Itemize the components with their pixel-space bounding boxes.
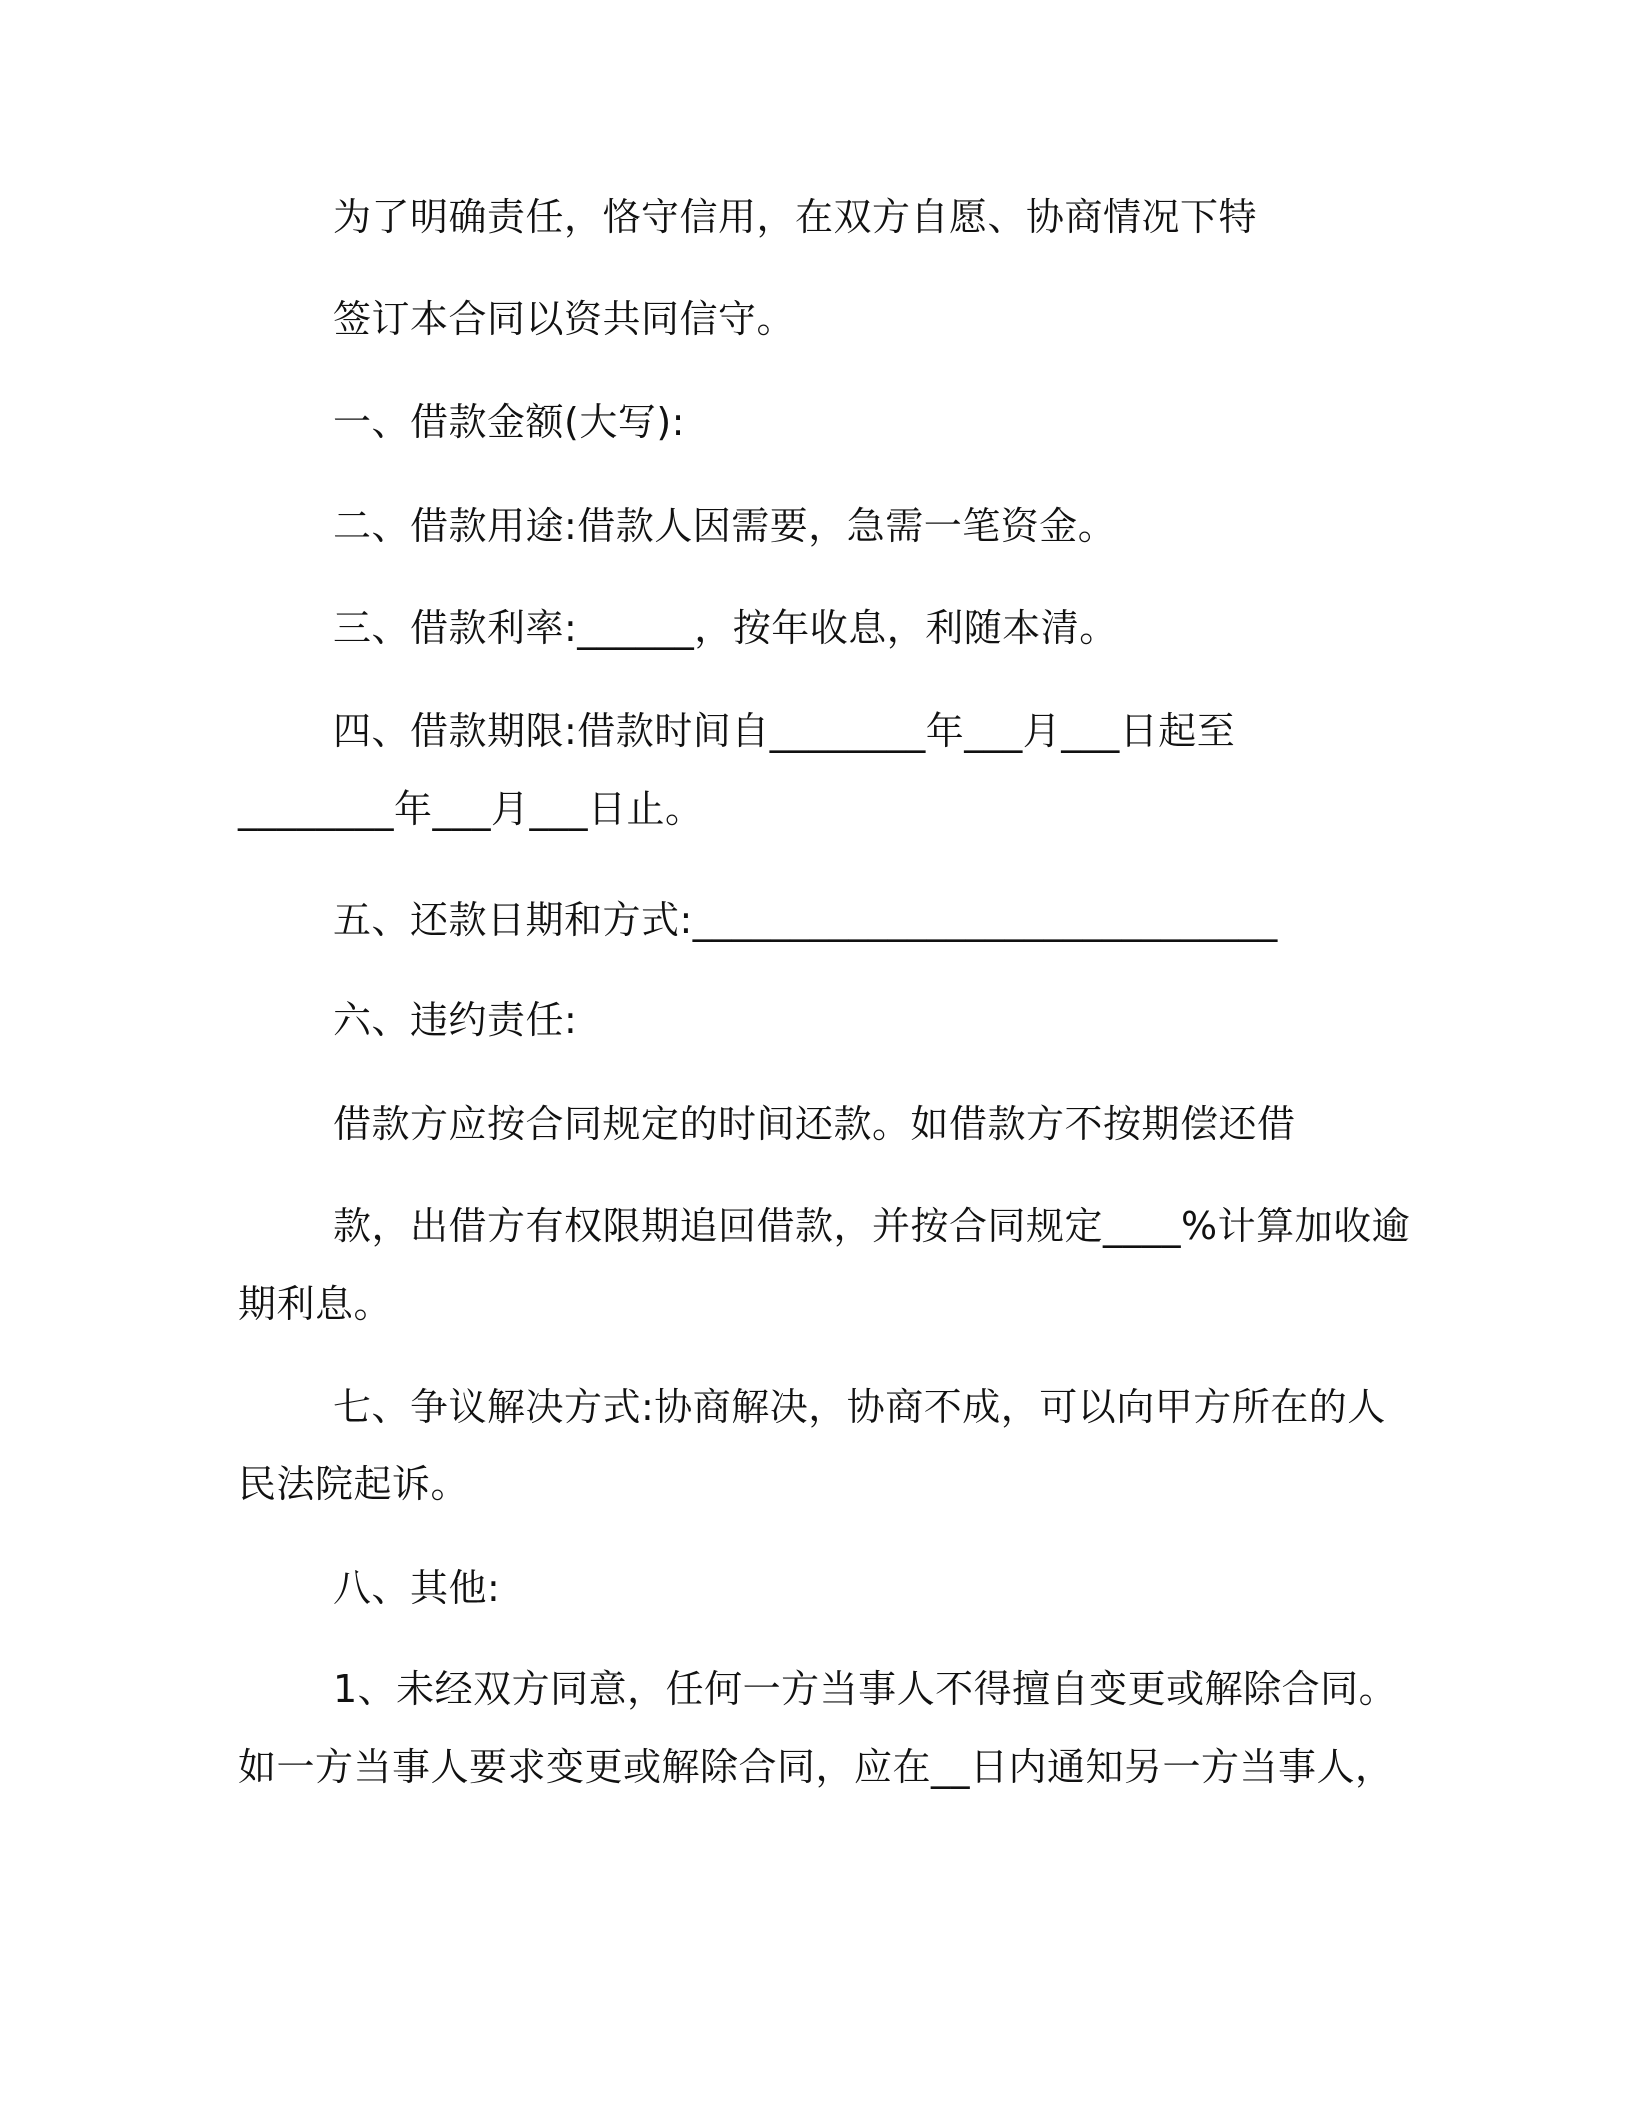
clause-8-other-heading: 八、其他:: [333, 1566, 501, 1610]
clause-1-loan-amount: 一、借款金额(大写):: [333, 400, 685, 444]
clause-7-dispute-line-1: 七、争议解决方式:协商解决，协商不成，可以向甲方所在的人: [333, 1385, 1386, 1429]
clause-3-interest-rate: 三、借款利率:______，按年收息，利随本清。: [333, 606, 1118, 650]
clause-6-liability-line-3: 期利息。: [238, 1282, 393, 1326]
clause-4-loan-term-line-2: ________年___月___日止。: [238, 787, 704, 831]
clause-8-item-1-line-2: 如一方当事人要求变更或解除合同，应在__日内通知另一方当事人，: [238, 1745, 1394, 1789]
clause-6-liability-heading: 六、违约责任:: [333, 998, 578, 1042]
clause-4-loan-term-line-1: 四、借款期限:借款时间自________年___月___日起至: [333, 709, 1236, 753]
clause-8-item-1-line-1: 1、未经双方同意，任何一方当事人不得擅自变更或解除合同。: [333, 1667, 1398, 1711]
clause-6-liability-line-1: 借款方应按合同规定的时间还款。如借款方不按期偿还借: [333, 1102, 1296, 1146]
paragraph-intro-line-2: 签订本合同以资共同信守。: [333, 297, 796, 341]
paragraph-intro-line-1: 为了明确责任，恪守信用，在双方自愿、协商情况下特: [333, 195, 1258, 239]
clause-5-repayment: 五、还款日期和方式:______________________________: [333, 898, 1278, 942]
clause-2-loan-purpose: 二、借款用途:借款人因需要，急需一笔资金。: [333, 504, 1117, 548]
clause-7-dispute-line-2: 民法院起诉。: [238, 1462, 470, 1506]
clause-6-liability-line-2: 款，出借方有权限期追回借款，并按合同规定____%计算加收逾: [333, 1204, 1411, 1248]
